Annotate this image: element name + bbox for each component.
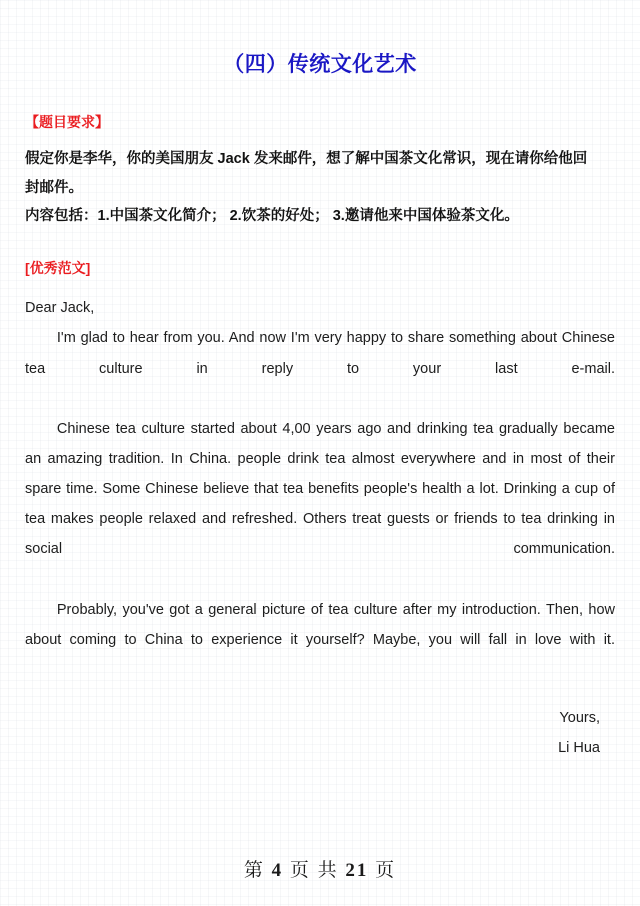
requirement-body [25,133,615,230]
footer-total-pages: 21 [345,860,369,881]
letter-signature: Li Hua [558,740,600,757]
footer-prefix: 第 [243,860,265,881]
letter-signoff [25,685,615,763]
page-content [25,0,615,764]
letter-paragraph-3: Probably, you've got a general picture of tea culture after my introduction. Then, how about coming to China to experience it yourself? Maybe, you will fall in love with it. [25,601,615,648]
letter-paragraph-2: Chinese tea culture started about 4,00 years ago and drinking tea gradually became an amazing tradition. In China. people drink tea almost everywhere and in most of their spare time. Some Chinese believe that tea benefits people's health a lot. Drinking a cup of tea makes people relaxed and refreshed. Others treat guests or friends to tea drinking in social communication. [25,420,615,558]
letter-closing: Yours, [559,710,600,727]
footer-suffix: 页 [375,860,397,881]
page-footer [0,855,640,882]
letter-salutation: Dear Jack, [25,300,95,317]
page-title: （四）传统文化艺术 [223,53,417,76]
requirement-line-3: 内容包括：1.中国茶文化简介； 2.饮茶的好处； 3.邀请他来中国体验茶文化。 [25,207,519,224]
requirement-section-label: 【题目要求】 [25,114,109,131]
sample-essay-label: [优秀范文] [25,260,91,277]
footer-current-page: 4 [271,860,284,881]
footer-middle: 页 共 [289,860,339,881]
sample-essay-body [25,279,615,763]
requirement-line-2: 封邮件。 [25,179,83,196]
requirement-line-1: 假定你是李华，你的美国朋友 Jack 发来邮件，想了解中国茶文化常识，现在请你给他回 [25,151,588,168]
letter-paragraph-1: I'm glad to hear from you. And now I'm very happy to share something about Chinese tea culture in reply to your last e-mail. [25,330,615,377]
